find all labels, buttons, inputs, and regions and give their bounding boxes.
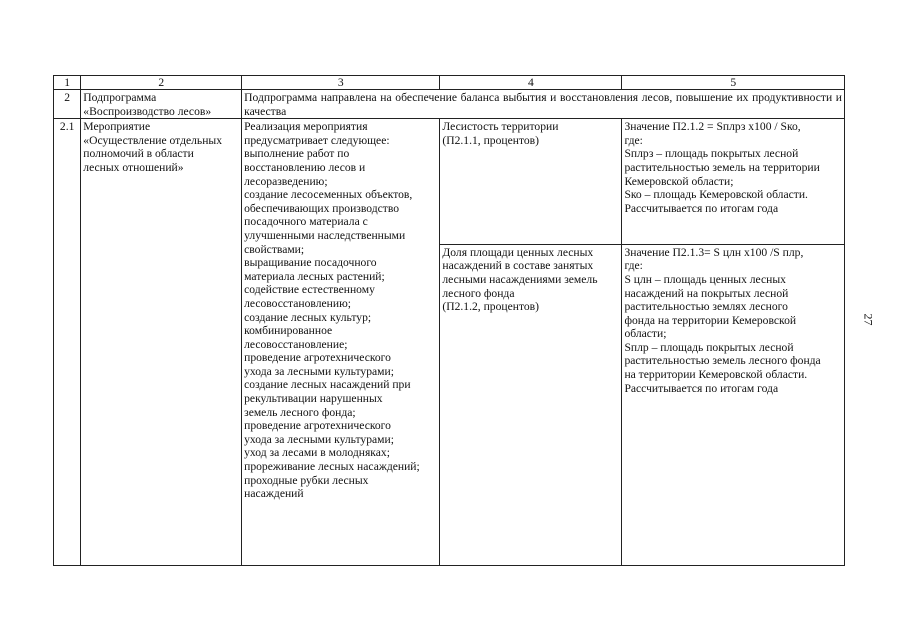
- measure-actions: Реализация мероприятия предусматривает следующее: выполнение работ по восстановлению лесов и лесоразведению; создание лесосеменных объектов, обеспечивающих производство посадочного материала с улучшенными наследственными свойствами; выращивание посадочного материала лесных растений; содействие естественному лесовосстановлению; создание лесных культур; комбинированное лесовосстановление; проведение агротехнического ухода за лесными культурами; создание лесных насаждений при рекультивации нарушенных земель лесного фонда; проведение агротехнического ухода за лесными культурами; уход за лесами в молодняках; прореживание лесных насаждений; проходные рубки лесных насаждений: [242, 119, 440, 566]
- row-number: 2.1: [54, 119, 81, 566]
- indicator-forest-cover: Лесистость территории (П2.1.1, процентов): [440, 119, 622, 245]
- subprogram-description: Подпрограмма направлена на обеспечение баланса выбытия и восстановления лесов, повышение их продуктивности и качества: [242, 90, 845, 119]
- indicator-valuable-stands: Доля площади ценных лесных насаждений в составе занятых лесными насаждениями земель лесного фонда (П2.1.2, процентов): [440, 244, 622, 565]
- header-row: [54, 76, 845, 90]
- header-cell: 3: [242, 76, 440, 90]
- header-cell: 2: [81, 76, 242, 90]
- subprogram-row: [54, 90, 845, 119]
- measure-name: Мероприятие «Осуществление отдельных полномочий в области лесных отношений»: [81, 119, 242, 566]
- header-cell: 1: [54, 76, 81, 90]
- row-number: 2: [54, 90, 81, 119]
- header-cell: 4: [440, 76, 622, 90]
- formula-valuable-stands: Значение П2.1.3= S цлн х100 /S плр, где: S цлн – площадь ценных лесных насаждений на покрытых лесной растительностью землях лесного фонда на территории Кемеровской области; Sплр – площадь покрытых лесной растительностью земель лесного фонда на территории Кемеровской области. Рассчитывается по итогам года: [622, 244, 845, 565]
- page-number: 27: [861, 313, 876, 326]
- program-table: [53, 75, 845, 566]
- subprogram-name: Подпрограмма «Воспроизводство лесов»: [81, 90, 242, 119]
- measure-row-a: [54, 119, 845, 245]
- header-cell: 5: [622, 76, 845, 90]
- formula-forest-cover: Значение П2.1.2 = Sплрз х100 / Sко, где: Sплрз – площадь покрытых лесной растительностью земель на территории Кемеровской области; Sко – площадь Кемеровской области. Рассчитывается по итогам года: [622, 119, 845, 245]
